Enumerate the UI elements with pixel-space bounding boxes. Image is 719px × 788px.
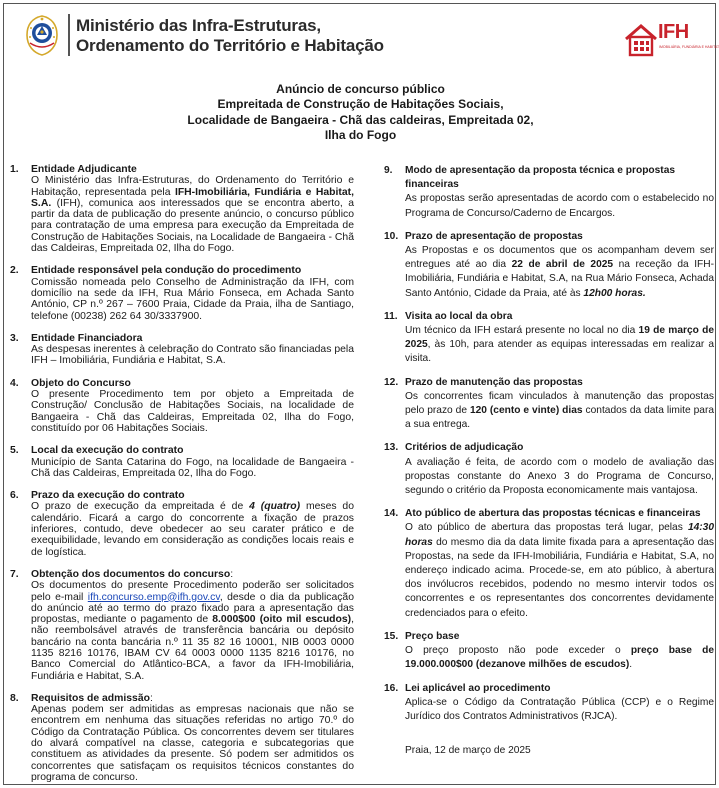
announcement-title (4, 82, 717, 144)
section-body: O prazo de execução da empreitada é de 4 (quatro) meses do calendário. Ficará a cargo do concorrente a fixação de prazos inferiores, contudo, deve obedecer ao seu carater prático e de exequibilidade, levando em consideração as condições locais reais e de logística. (31, 501, 354, 558)
section-number: 11. (384, 310, 398, 322)
section-heading: Prazo de apresentação de propostas (405, 230, 583, 242)
section-body: A avaliação é feita, de acordo com o modelo de avaliação das propostas constante do Anexo 3 do Programa de Concurso, segundo o critério da Proposta economicamente mais vantajosa. (405, 456, 714, 497)
section-heading: Entidade responsável pela condução do procedimento (31, 265, 302, 277)
section-body: Um técnico da IFH estará presente no local no dia 19 de março de 2025, às 10h, para atender as equipas interessadas em realizar a visita. (405, 325, 714, 365)
section-14 (384, 507, 714, 621)
section-heading: Modo de apresentação da proposta técnica e propostas financeiras (405, 165, 676, 191)
section-body: Aplica-se o Código da Contratação Pública (CCP) e o Regime Jurídico dos Contratos Administrativos (RJCA). (405, 696, 714, 722)
section-9 (384, 164, 714, 221)
section-body: Apenas podem ser admitidas as empresas nacionais que não se encontrem em nenhuma das situações referidas no artigo 70.º do Código da Contratação Pública. Os concorrentes devem ser titulares do alvará compatível na classe, categoria e subcategorias que constituem as atividades da presente. Só podem ser admitidos os concorrentes que satisfaçam os requisitos técnicos constantes do programa de concurso. (31, 704, 354, 783)
header-divider (68, 14, 70, 56)
notice-frame (3, 3, 719, 785)
section-heading: Visita ao local da obra (405, 310, 513, 322)
section-number: 2. (10, 265, 19, 277)
closing-date: Praia, 12 de março de 2025 (405, 745, 531, 757)
section-number: 12. (384, 376, 399, 388)
title-line-2: Empreitada de Construção de Habitações Sociais, (217, 97, 504, 112)
section-5 (10, 445, 354, 479)
section-15 (384, 630, 714, 673)
section-heading: Critérios de adjudicação (405, 442, 524, 454)
section-heading: Entidade Financiadora (31, 332, 143, 344)
section-body: O ato público de abertura das propostas terá lugar, pelas 14:30 horas do mesmo dia da data limite fixada para a apresentação das Propostas, na sede da IFH-Imobiliária, Fundiária e Habitat, S.A, no endereço indicado acima. Procede-se, em ato público, à abertura dos invólucros recebidos, podendo no mesmo intervir todos os concorrentes e os representantes dos concorrentes devidamente credenciados para o efeito. (405, 522, 714, 619)
section-3 (10, 333, 354, 367)
section-1 (10, 164, 354, 254)
section-body: O preço proposto não pode exceder o preço base de 19.000.000$00 (dezanove milhões de escudos). (405, 645, 715, 671)
section-13 (384, 441, 714, 498)
section-heading: Lei aplicável ao procedimento (405, 682, 551, 694)
section-body: As Propostas e os documentos que os acompanham devem ser entregues até ao dia 22 de abril de 2025 na receção da IFH-Imobiliária, Fundiária e Habitat, S.A, na Rua Mário Fonseca, Achada Santo António, Cidade da Praia, até às 12h00 horas. (405, 245, 714, 299)
section-16 (384, 682, 714, 725)
section-number: 10. (384, 230, 399, 242)
section-body: As propostas serão apresentadas de acordo com o estabelecido no Programa de Concurso/Caderno de Encargos. (405, 193, 714, 219)
section-number: 15. (384, 630, 399, 642)
ifh-logo-text: IFH (658, 21, 689, 43)
section-body: Comissão nomeada pelo Conselho de Administração da IFH, com domicílio na sede da IFH, Rua Mário Fonseca, em Achada Santo António, CP n.º 267 – 7600 Praia, Cidade da Praia, ilha de Santiago, telefone (00238) 262 64 30/3337900. (31, 276, 354, 322)
section-number: 14. (384, 508, 399, 520)
section-number: 1. (10, 164, 19, 175)
coat-of-arms-icon (22, 13, 62, 57)
section-number: 7. (10, 568, 19, 580)
section-number: 3. (10, 332, 19, 344)
section-heading: Ato público de abertura das propostas técnicas e financeiras (405, 508, 701, 520)
section-11 (384, 310, 714, 367)
ifh-logo-subtext: IMOBILIÁRIA, FUNDIÁRIA E HABITAT (659, 45, 719, 49)
ministry-name (76, 16, 384, 56)
ministry-line-1: Ministério das Infra-Estruturas, (76, 16, 321, 35)
section-number: 16. (384, 682, 399, 694)
title-line-1: Anúncio de concurso público (276, 82, 445, 96)
title-line-4: Ilha do Fogo (324, 128, 397, 143)
section-4 (10, 378, 354, 434)
email-link[interactable]: ifh.concurso.emp@ifh.gov.cv (87, 591, 220, 603)
section-body: Os concorrentes ficam vinculados à manutenção das propostas pelo prazo de 120 (cento e vinte) dias contados da data limite para a sua entrega. (405, 390, 715, 431)
title-line-3: Localidade de Bangaeira - Chã das caldeiras, Empreitada 02, (187, 112, 534, 127)
section-heading: Local da execução do contrato (31, 445, 184, 457)
section-10 (384, 230, 714, 301)
section-number: 13. (384, 442, 399, 454)
section-7 (10, 569, 354, 682)
ministry-line-2: Ordenamento do Território e Habitação (76, 36, 384, 55)
section-number: 4. (10, 377, 19, 389)
section-heading: Prazo de manutenção das propostas (405, 376, 583, 388)
section-heading: Entidade Adjudicante (31, 164, 137, 175)
section-8 (10, 693, 354, 783)
section-body: As despesas inerentes à celebração do Contrato são financiadas pela IFH – Imobiliária, Fundiária e Habitat, S.A. (31, 344, 354, 367)
section-number: 6. (10, 490, 19, 502)
section-12 (384, 376, 714, 433)
section-2 (10, 265, 354, 321)
section-6 (10, 490, 354, 558)
section-heading: Obtenção dos documentos do concurso: (31, 568, 234, 580)
section-number: 5. (10, 445, 19, 457)
section-number: 8. (10, 692, 19, 704)
left-column (10, 164, 354, 783)
section-body: O Ministério das Infra-Estruturas, do Ordenamento do Território e Habitação, representada pela IFH-Imobiliária, Fundiária e Habitat, S.A. (IFH), comunica aos interessados que se encontra aberto, a partir da data de publicação do presente anúncio, o concurso público para contratação de uma empresa para execução da Empreitada de Construção de Habitações Sociais, na Localidade de Bangaeira - Chã das Caldeiras, Empreitada 02, Ilha do Fogo. (31, 175, 355, 255)
section-number: 9. (384, 165, 393, 176)
header (4, 4, 717, 64)
section-body: Os documentos do presente Procedimento poderão ser solicitados pelo e-mail ifh.concurso.emp@ifh.gov.cv, desde o dia da publicação do anúncio até ao termo do prazo fixado para a apresentação das propostas, mediante o pagamento de 8.000$00 (oito mil escudos), não reembolsável através de transferência bancária ou depósito bancário na conta bancária n.º 11 35 82 16 10001, NIB 0003 0000 1135 8216 10176, IBAM CV 64 0003 0000 1135 8216 10176, no Banco Comercial do Atlântico-BCA, a favor da IFH-Imobiliária, Fundiária e Habitat, S.A. (31, 580, 354, 682)
section-body: Município de Santa Catarina do Fogo, na localidade de Bangaeira - Chã das Caldeiras, Empreitada 02, Ilha do Fogo. (31, 456, 354, 479)
section-heading: Preço base (405, 630, 460, 642)
right-column (384, 164, 714, 758)
section-heading: Requisitos de admissão: (31, 692, 153, 704)
section-heading: Objeto do Concurso (31, 377, 131, 389)
section-body: O presente Procedimento tem por objeto a Empreitada de Construção/ Conclusão de Habitações Sociais, na localidade de Bangaeira - Chã das Caldeiras, Empreitada 02, Ilha do Fogo, constituído por 06 Habitações Sociais. (31, 389, 354, 434)
section-heading: Prazo da execução do contrato (31, 490, 185, 502)
